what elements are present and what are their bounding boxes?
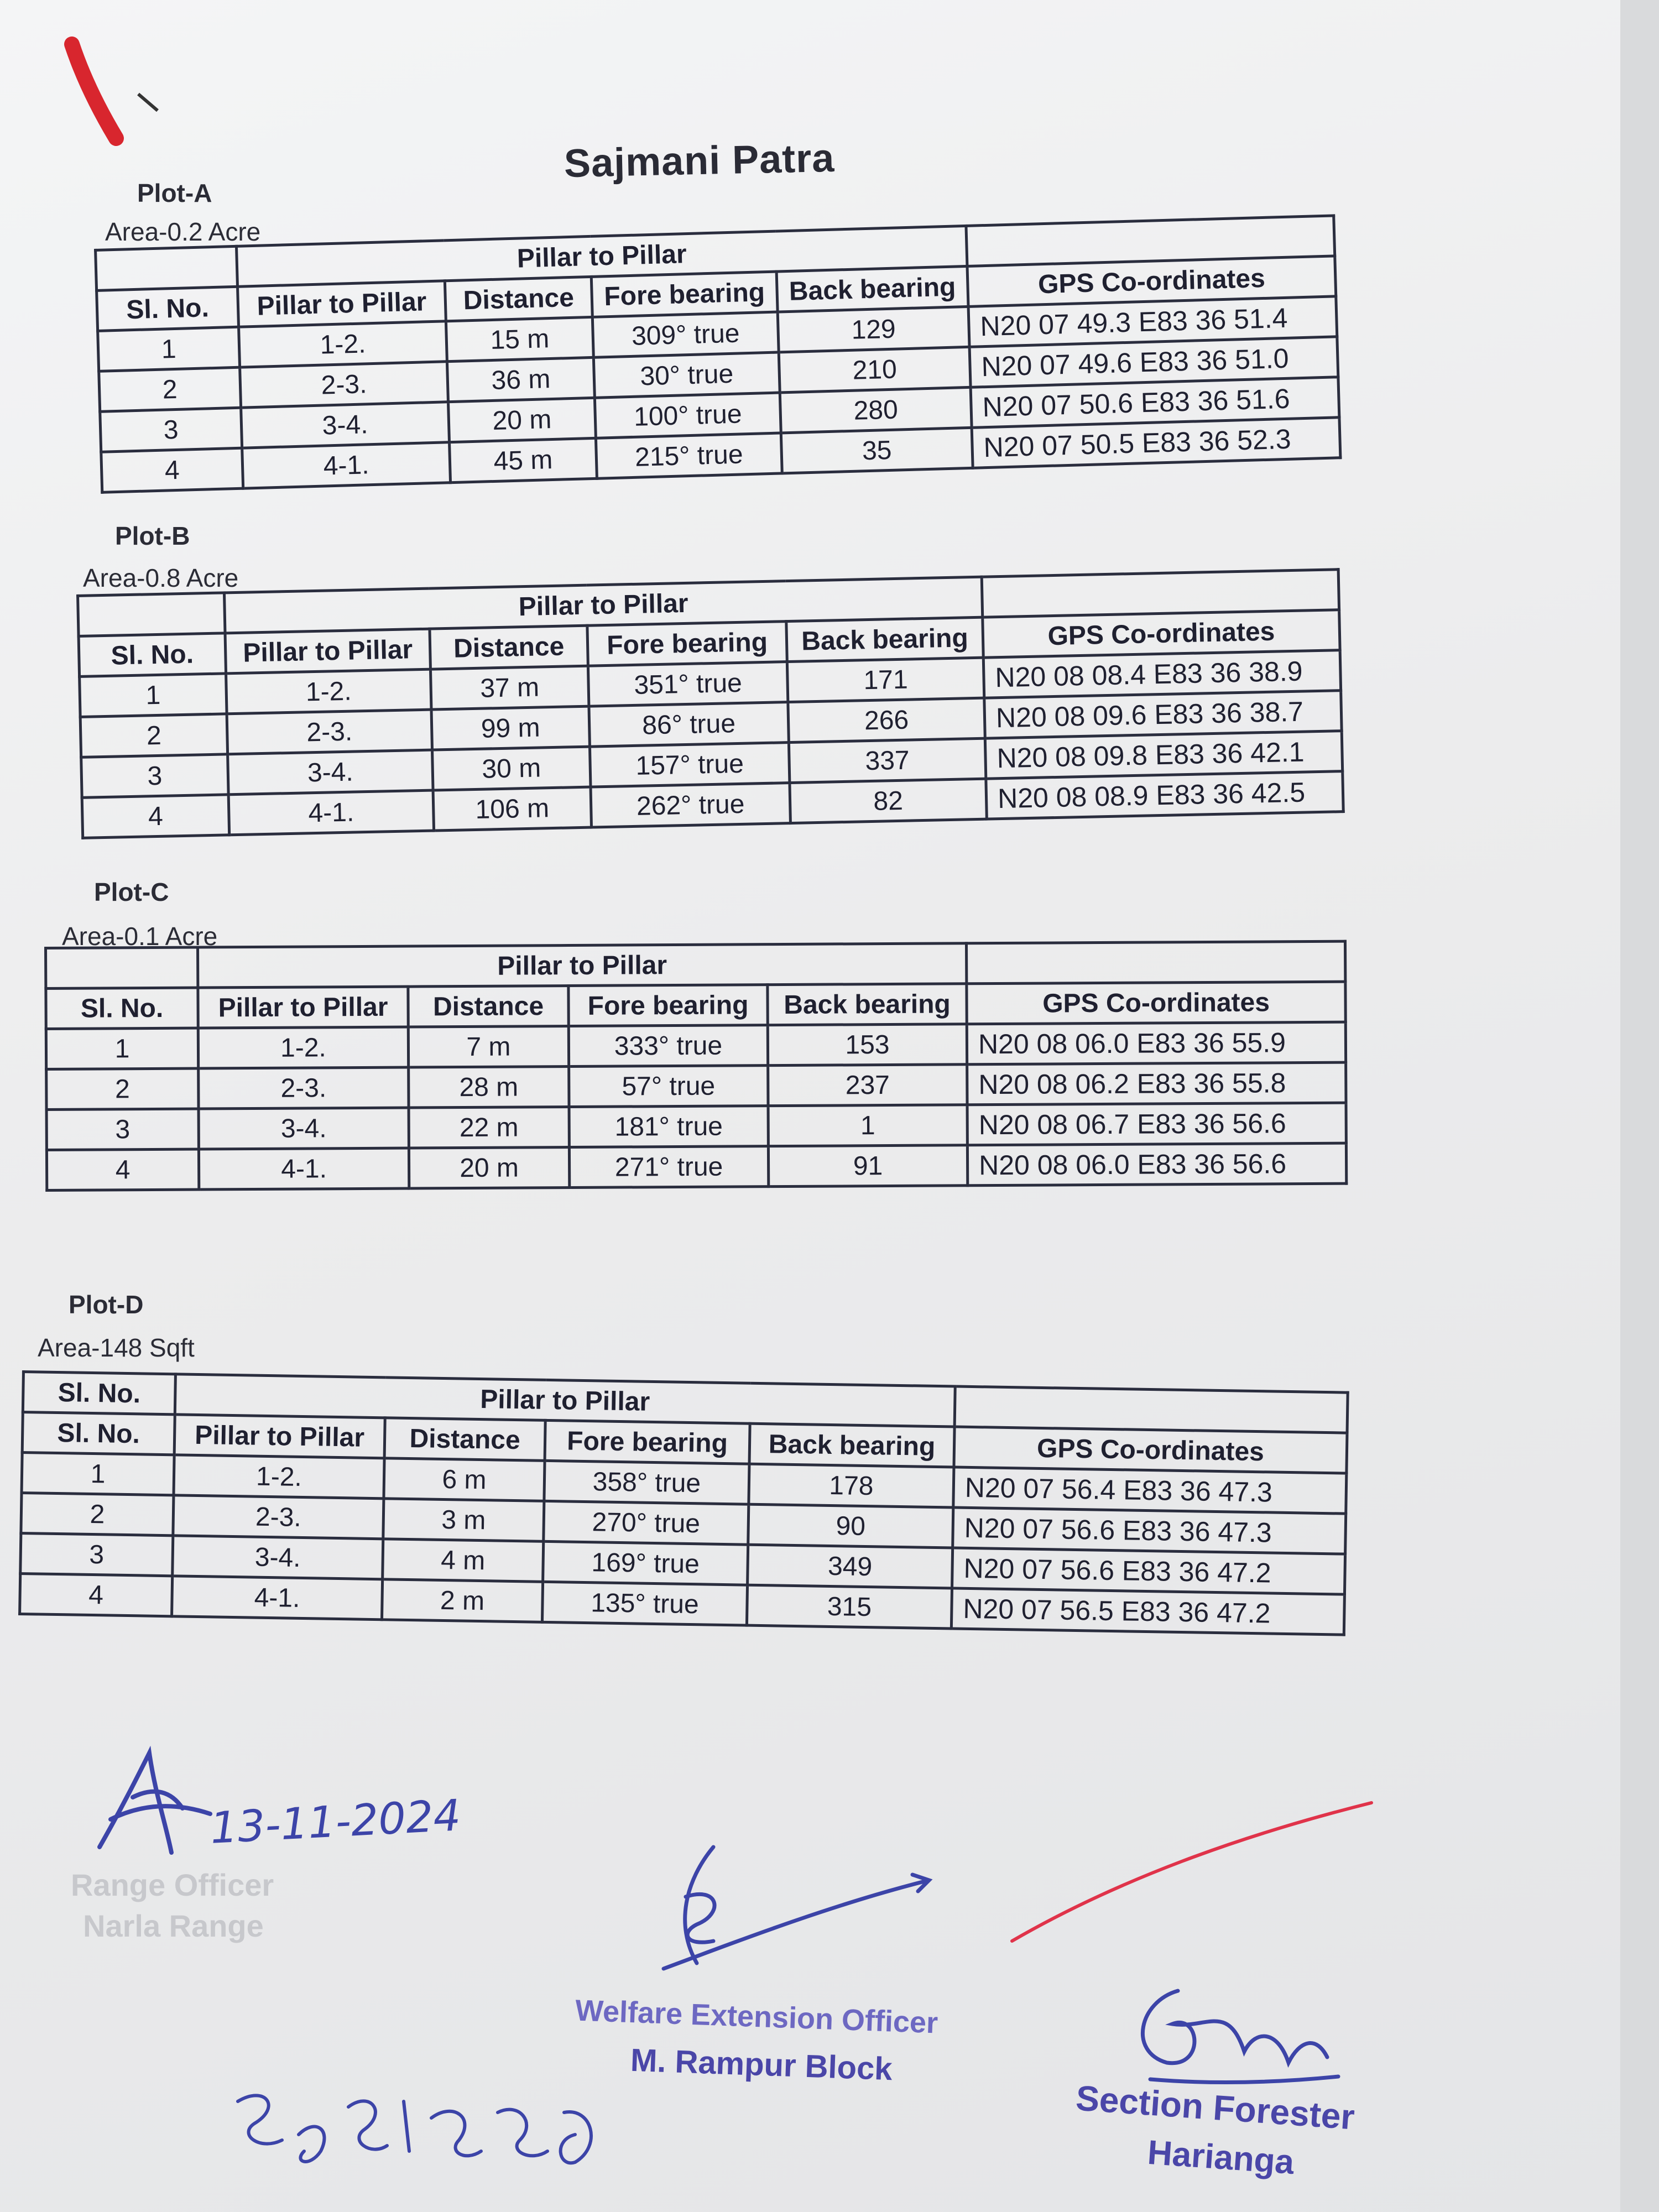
cell-distance: 99 m: [431, 706, 589, 750]
header-blank-cell: [967, 941, 1345, 984]
cell-back: 82: [790, 779, 987, 823]
cell-pillar: 4-1.: [228, 790, 434, 835]
cell-fore: 215° true: [596, 433, 782, 478]
cell-sl: 1: [98, 327, 240, 371]
table-row: [46, 1022, 1345, 1069]
header-pillar: Pillar to Pillar: [174, 1415, 385, 1458]
cell-distance: 45 m: [450, 438, 597, 482]
header-distance: Distance: [384, 1418, 545, 1461]
header-blank-cell: [954, 1386, 1348, 1433]
header-back-bearing: Back bearing: [776, 266, 968, 312]
cell-fore: 135° true: [542, 1582, 747, 1625]
plot-a-label: Plot-A: [137, 179, 212, 207]
cell-fore: 86° true: [589, 702, 789, 747]
cell-fore: 358° true: [544, 1460, 749, 1504]
header-group: Pillar to Pillar: [224, 577, 982, 633]
cell-fore: 157° true: [589, 743, 789, 787]
plot-a-table: [94, 214, 1342, 494]
header-pillar: Pillar to Pillar: [198, 987, 408, 1028]
cell-distance: 20 m: [448, 398, 596, 442]
cell-pillar: 2-3.: [173, 1495, 384, 1539]
plot-b-area: Area-0.8 Acre: [83, 564, 239, 592]
red-tab-mark: [61, 28, 160, 149]
section-forester-signature: [1117, 1969, 1349, 2101]
cell-gps: N20 07 56.5 E83 36 47.2: [951, 1588, 1344, 1635]
cell-distance: 3 m: [383, 1499, 544, 1542]
cell-distance: 6 m: [384, 1458, 545, 1501]
cell-fore: 271° true: [569, 1146, 768, 1188]
header-back-bearing: Back bearing: [786, 617, 983, 661]
document-title: Sajmani Patra: [564, 135, 836, 186]
cell-back: 349: [748, 1545, 953, 1588]
plot-c-table: [44, 940, 1348, 1192]
header-gps: GPS Co-ordinates: [954, 1427, 1347, 1473]
cell-pillar: 4-1.: [172, 1576, 383, 1620]
header-group: Pillar to Pillar: [198, 943, 967, 988]
plot-b-label: Plot-B: [115, 521, 190, 550]
header-fore-bearing: Fore bearing: [545, 1420, 750, 1464]
cell-back: 90: [748, 1504, 953, 1548]
cell-pillar: 3-4.: [173, 1536, 383, 1579]
header-back-bearing: Back bearing: [749, 1423, 954, 1467]
cell-sl: 3: [46, 1109, 199, 1150]
cell-distance: 22 m: [409, 1107, 569, 1149]
header-distance: Distance: [408, 986, 568, 1027]
header-blank-cell: [78, 593, 225, 637]
cell-sl: 3: [20, 1533, 173, 1576]
header-sl-no: Sl. No.: [46, 988, 198, 1029]
cell-pillar: 1-2.: [239, 321, 447, 367]
cell-distance: 36 m: [447, 357, 594, 401]
header-back-bearing: Back bearing: [768, 984, 967, 1025]
cell-fore: 351° true: [588, 662, 787, 707]
cell-gps: N20 08 06.0 E83 36 55.9: [967, 1022, 1345, 1065]
cell-back: 35: [781, 427, 973, 473]
header-sl-no: Sl. No.: [79, 633, 226, 677]
header-fore-bearing: Fore bearing: [591, 272, 778, 317]
plot-c-area: Area-0.1 Acre: [62, 922, 218, 951]
cell-back: 1: [768, 1105, 967, 1146]
header-pillar: Pillar to Pillar: [225, 629, 430, 674]
cell-sl: 1: [22, 1453, 174, 1495]
cell-sl: 3: [81, 754, 228, 798]
cell-fore: 100° true: [594, 393, 781, 438]
cell-pillar: 4-1.: [199, 1148, 409, 1190]
plot-b-table: [76, 568, 1345, 839]
cell-fore: 270° true: [544, 1501, 749, 1545]
cell-distance: 2 m: [382, 1579, 542, 1623]
header-gps: GPS Co-ordinates: [983, 610, 1340, 658]
cell-back: 280: [780, 387, 972, 433]
cell-fore: 30° true: [593, 352, 780, 398]
range-officer-title: Range Officer: [71, 1867, 274, 1902]
cell-pillar: 4-1.: [242, 442, 451, 488]
range-officer-date: 13-11-2024: [208, 1791, 462, 1854]
plot-d-label: Plot-D: [69, 1290, 144, 1319]
cell-sl: 2: [21, 1493, 174, 1536]
header-blank-cell: [96, 246, 238, 290]
table-row: [46, 1062, 1346, 1109]
range-officer-range: Narla Range: [83, 1908, 264, 1943]
header-distance: Distance: [445, 276, 592, 321]
header-fore-bearing: Fore bearing: [568, 985, 768, 1026]
cell-back: 237: [768, 1065, 967, 1106]
header-group: Pillar to Pillar: [236, 226, 967, 286]
cell-distance: 37 m: [430, 666, 588, 709]
cell-gps: N20 07 56.6 E83 36 47.3: [953, 1507, 1346, 1554]
red-pen-mark: [1006, 1792, 1383, 1958]
cell-back: 178: [749, 1464, 954, 1507]
header-sl-no: Sl. No.: [97, 286, 239, 331]
welfare-officer-block: M. Rampur Block: [630, 2042, 893, 2088]
cell-back: 153: [768, 1024, 967, 1066]
cell-sl: 1: [80, 674, 227, 717]
cell-distance: 30 m: [432, 747, 591, 790]
cell-pillar: 2-3.: [199, 1067, 409, 1109]
cell-sl: 4: [46, 1149, 199, 1190]
cell-back: 210: [779, 347, 971, 393]
header-sl-no: Sl. No.: [22, 1412, 175, 1455]
cell-distance: 15 m: [446, 317, 593, 361]
table-row: [46, 1103, 1346, 1150]
cell-gps: N20 07 50.5 E83 36 52.3: [972, 418, 1340, 468]
cell-back: 337: [789, 738, 985, 782]
cell-sl: 4: [101, 448, 243, 492]
cell-gps: N20 08 09.6 E83 36 38.7: [984, 691, 1342, 738]
cell-gps: N20 07 56.6 E83 36 47.2: [952, 1548, 1345, 1594]
header-fore-bearing: Fore bearing: [587, 622, 787, 666]
header-gps: GPS Co-ordinates: [967, 982, 1345, 1024]
section-forester-title: Section Forester: [1074, 2078, 1356, 2137]
cell-back: 129: [778, 306, 969, 352]
cell-gps: N20 08 06.0 E83 36 56.6: [967, 1143, 1346, 1186]
plot-c-label: Plot-C: [94, 878, 169, 906]
cell-pillar: 3-4.: [228, 750, 433, 795]
cell-sl: 2: [46, 1068, 199, 1109]
cell-distance: 4 m: [383, 1539, 544, 1582]
cell-fore: 333° true: [568, 1025, 768, 1067]
handwritten-note-signature: [221, 2068, 619, 2201]
header-sl-no: Sl. No.: [23, 1372, 175, 1415]
cell-pillar: 3-4.: [199, 1108, 409, 1149]
welfare-officer-signature: [653, 1836, 940, 1980]
cell-fore: 57° true: [569, 1066, 768, 1107]
plot-d-table: [18, 1370, 1349, 1636]
cell-gps: N20 07 50.6 E83 36 51.6: [971, 377, 1339, 428]
cell-pillar: 1-2.: [226, 669, 431, 714]
cell-sl: 4: [82, 795, 229, 838]
cell-pillar: 2-3.: [227, 709, 432, 754]
cell-back: 171: [787, 658, 984, 702]
header-pillar: Pillar to Pillar: [238, 281, 446, 327]
header-distance: Distance: [430, 625, 588, 669]
section-forester-place: Harianga: [1146, 2133, 1296, 2182]
cell-fore: 169° true: [543, 1541, 748, 1585]
cell-distance: 20 m: [409, 1147, 569, 1189]
cell-pillar: 3-4.: [241, 402, 450, 448]
header-blank-cell: [982, 570, 1339, 617]
cell-gps: N20 07 49.3 E83 36 51.4: [968, 296, 1337, 347]
cell-gps: N20 07 56.4 E83 36 47.3: [953, 1467, 1347, 1514]
cell-fore: 309° true: [592, 312, 779, 357]
cell-gps: N20 07 49.6 E83 36 51.0: [969, 337, 1338, 388]
cell-sl: 2: [80, 714, 227, 758]
plot-d-area: Area-148 Sqft: [38, 1333, 195, 1362]
cell-fore: 181° true: [569, 1106, 768, 1147]
cell-gps: N20 08 08.9 E83 36 42.5: [986, 771, 1343, 819]
cell-gps: N20 08 06.2 E83 36 55.8: [967, 1062, 1346, 1105]
cell-gps: N20 08 08.4 E83 36 38.9: [983, 650, 1340, 698]
cell-pillar: 2-3.: [240, 362, 448, 408]
header-group: Pillar to Pillar: [175, 1374, 955, 1427]
cell-sl: 1: [46, 1028, 198, 1069]
cell-back: 315: [747, 1585, 952, 1629]
cell-distance: 106 m: [433, 787, 591, 831]
cell-fore: 262° true: [591, 783, 790, 828]
cell-back: 266: [788, 698, 985, 742]
cell-sl: 3: [100, 408, 242, 452]
table-row: [46, 1143, 1346, 1190]
cell-back: 91: [768, 1145, 967, 1187]
cell-pillar: 1-2.: [198, 1027, 408, 1068]
plot-a-area: Area-0.2 Acre: [105, 217, 261, 246]
cell-gps: N20 08 06.7 E83 36 56.6: [967, 1103, 1346, 1145]
cell-distance: 28 m: [409, 1067, 569, 1108]
cell-sl: 4: [20, 1573, 173, 1616]
welfare-officer-title: Welfare Extension Officer: [575, 1994, 939, 2040]
cell-distance: 7 m: [408, 1026, 568, 1068]
cell-pillar: 1-2.: [174, 1455, 384, 1499]
cell-gps: N20 08 09.8 E83 36 42.1: [985, 731, 1342, 779]
cell-sl: 2: [99, 367, 241, 411]
header-gps: GPS Co-ordinates: [967, 256, 1336, 307]
header-blank-cell: [46, 947, 198, 988]
